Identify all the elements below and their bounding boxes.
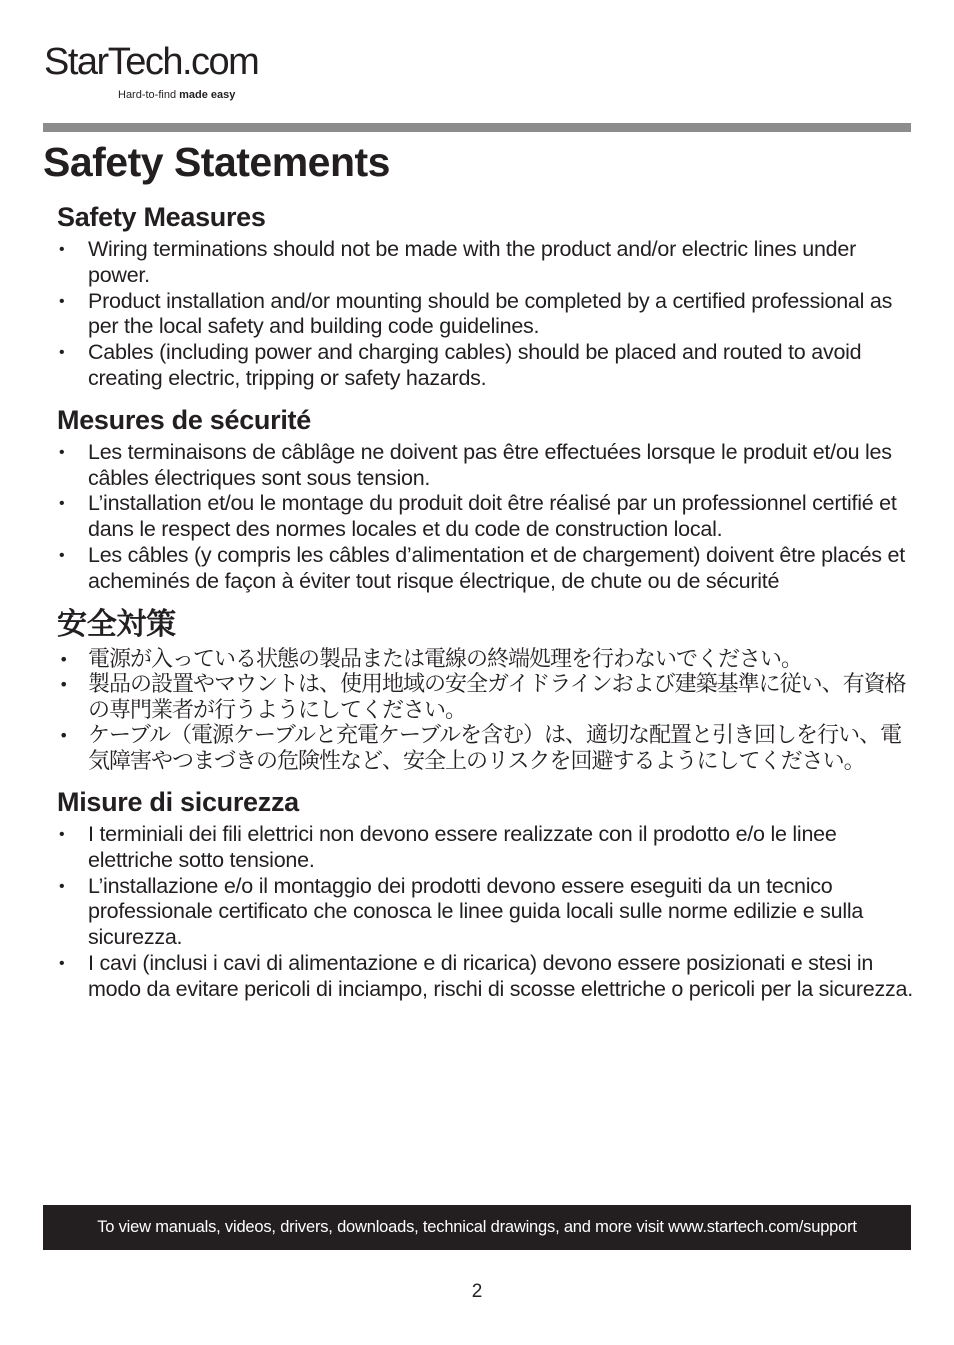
- list-item-text: L’installation et/ou le montage du produit doit être réalisé par un professionnel certifié et dans le respect des normes locales et du code de construction local.: [88, 491, 897, 542]
- list-item: [57, 440, 917, 492]
- list-item-text: Les terminaisons de câblâge ne doivent pas être effectuées lorsque le produit et/ou les câbles électriques sont sous tension.: [88, 439, 892, 490]
- section-french: [57, 402, 917, 595]
- section-heading: 安全対策: [57, 607, 176, 641]
- list-item: [57, 491, 917, 543]
- logo-tagline: [118, 89, 235, 101]
- section-heading: Mesures de sécurité: [57, 404, 311, 435]
- bullet-icon: •: [59, 826, 65, 844]
- bullet-icon: •: [59, 726, 68, 746]
- bullet-icon: •: [59, 292, 65, 310]
- safety-content: [57, 199, 917, 1013]
- list-item-text: 電源が入っている状態の製品または電線の終端処理を行わないでください。: [88, 646, 803, 672]
- list-item: [57, 543, 917, 595]
- list-item-text: Wiring terminations should not be made with the product and/or electric lines under power.: [88, 237, 856, 287]
- list-item-text: ケーブル（電源ケーブルと充電ケーブルを含む）は、適切な配置と引き回しを行い、電気障害やつまづきの危険性など、安全上のリスクを回避するようにしてください。: [88, 723, 902, 774]
- page-number: 2: [471, 1281, 483, 1302]
- bullet-list: [57, 647, 917, 775]
- support-footer: To view manuals, videos, drivers, downloads, technical drawings, and more visit www.startech.com/support: [43, 1205, 911, 1250]
- list-item: [57, 951, 917, 1003]
- section-english: [57, 199, 917, 392]
- bullet-icon: •: [59, 955, 65, 973]
- list-item: [57, 237, 917, 289]
- bullet-icon: •: [59, 344, 65, 362]
- bullet-list: [57, 440, 917, 595]
- list-item: [57, 647, 917, 673]
- bullet-icon: •: [59, 495, 65, 513]
- list-item-text: 製品の設置やマウントは、使用地域の安全ガイドラインおよび建築基準に従い、有資格の専門業者が行うようにしてください。: [88, 672, 906, 723]
- list-item-text: L’installazione e/o il montaggio dei prodotti devono essere eseguiti da un tecnico professionale certificato che conosca le linee guida locali sulle norme edilizie e sulla sicurezza.: [88, 873, 864, 950]
- bullet-list: [57, 237, 917, 392]
- section-japanese: [57, 605, 917, 775]
- list-item: [57, 672, 917, 723]
- bullet-icon: •: [59, 675, 68, 695]
- list-item: [57, 289, 917, 341]
- bullet-icon: •: [59, 649, 68, 669]
- list-item: [57, 340, 917, 392]
- list-item: [57, 874, 917, 951]
- list-item-text: Cables (including power and charging cables) should be placed and routed to avoid creating electric, tripping or safety hazards.: [88, 340, 862, 390]
- bullet-icon: •: [59, 546, 65, 564]
- header-divider: [43, 123, 911, 132]
- section-heading: Safety Measures: [57, 202, 266, 232]
- logo-tagline-light: Hard-to-find: [118, 89, 180, 101]
- list-item-text: Product installation and/or mounting should be completed by a certified professional as per the local safety and building code guidelines.: [88, 288, 893, 339]
- page-title: Safety Statements: [43, 139, 390, 185]
- bullet-list: [57, 822, 917, 1003]
- bullet-icon: •: [59, 877, 65, 895]
- bullet-icon: •: [59, 443, 65, 461]
- bullet-icon: •: [59, 241, 65, 258]
- list-item-text: I cavi (inclusi i cavi di alimentazione e di ricarica) devono essere posizionati e stesi in modo da evitare pericoli di inciampo, rischi di scosse elettriche o pericoli per la sicurezza.: [88, 951, 913, 1001]
- logo-wordmark: StarTech.com: [44, 41, 259, 83]
- list-item: [57, 723, 917, 774]
- list-item-text: I terminiali dei fili elettrici non devono essere realizzate con il prodotto e/o le linee elettriche sotto tensione.: [88, 822, 837, 872]
- startech-logo: [44, 38, 274, 110]
- section-heading: Misure di sicurezza: [57, 787, 299, 818]
- logo-tagline-bold: made easy: [179, 89, 236, 101]
- section-italian: [57, 784, 917, 1003]
- list-item-text: Les câbles (y compris les câbles d’alimentation et de chargement) doivent être placés et acheminés de façon à éviter tout risque électrique, de chute ou de sécurité: [88, 542, 905, 593]
- list-item: [57, 822, 917, 874]
